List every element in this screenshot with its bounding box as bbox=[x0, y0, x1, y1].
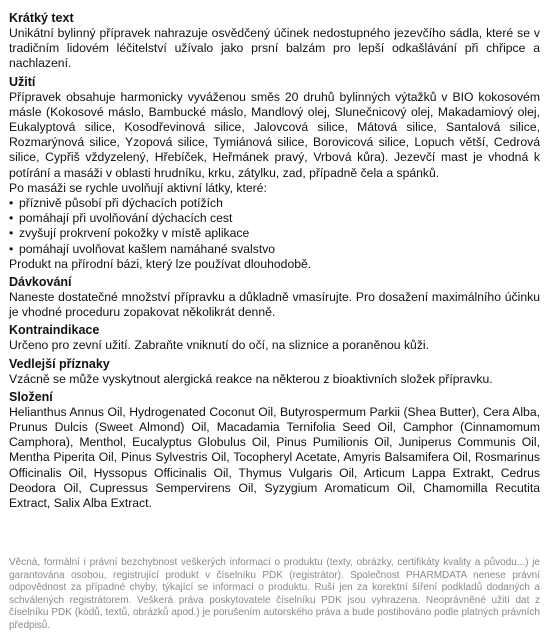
usage-paragraph: Přípravek obsahuje harmonicky vyváženou směs 20 druhů bylinných výtažků v BIO kokosovém másle (Kokosové máslo, Bambucké máslo, Mandlový olej, Slunečnicový olej, Makadamiový olej, Eukalyptová silice, Kosodřevinová silice, Jalovcová silice, Mátová silice, Santalová silice, Rozmarýnová silice, Yzopová silice, Tymiánová silice, Borovicová silice, Lopuch větší, Cedrová silice, Cypřiš vždyzelený, Hřebíček, Heřmánek pravý, Vrbová kůra). Jezevčí mast je vhodná k potírání a masáži v oblasti hrudníku, krku, zátylku, zad, případně čela a spánků. bbox=[9, 89, 540, 180]
list-item: • příznivě působí při dýchacích potížích bbox=[9, 196, 223, 211]
usage-closing-paragraph: Produkt na přírodní bázi, který lze používat dlouhodobě. bbox=[9, 256, 312, 271]
list-item: • zvyšují prokrvení pokožky v místě aplikace bbox=[9, 226, 250, 241]
short-text-paragraph: Unikátní bylinný přípravek nahrazuje osvědčený účinek nedostupného jezevčího sádla, které se v tradičním lidovém léčitelství užívalo jako prsní balzám pro lepší odkašlávání při chřipce a nachlazení. bbox=[9, 26, 540, 71]
list-item: • pomáhají uvolňovat kašlem namáhané svalstvo bbox=[9, 241, 276, 256]
section-heading-short-text: Krátký text bbox=[9, 11, 74, 25]
section-heading-usage: Užití bbox=[9, 74, 36, 89]
section-heading-side-effects: Vedlejší příznaky bbox=[9, 356, 110, 371]
contraindications-paragraph: Určeno pro zevní užití. Zabraňte vniknutí do očí, na sliznice a poraněnou kůži. bbox=[9, 338, 430, 353]
legal-disclaimer: Věcná, formální i právní bezchybnost veškerých informací o produktu (texty, obrázky, certifikáty kvality a původu...) je garantována osobou, registrující produkt v číselníku PDK (registrátor). Společnost PHARMDATA nenese právní odpovědnost za případné chyby, týkající se informací o produktu. Ruší jen za korektní šíření podkladů dodaných a schválených registrátorem. Veškerá práva poskytovatele číselníku PDK jsou vyhrazena. Neoprávněné užití dat z číselníku PDK (kódů, textů, obrázků apod.) je porušením autorského práva a bude postihováno podle platných právních předpisů. bbox=[9, 557, 540, 631]
usage-intro-paragraph: Po masáži se rychle uvolňují aktivní látky, které: bbox=[9, 180, 267, 195]
product-document bbox=[9, 11, 540, 511]
section-heading-composition: Složení bbox=[9, 389, 53, 404]
dosage-paragraph: Naneste dostatečné množství přípravku a důkladně vmasírujte. Pro dosažení maximálního účinku je vhodné proceduru zopakovat několikrát denně. bbox=[9, 290, 540, 320]
composition-paragraph: Helianthus Annus Oil, Hydrogenated Coconut Oil, Butyrospermum Parkii (Shea Butter), Cera Alba, Prunus Dulcis (Sweet Almond) Oil, Macadamia Ternifolia Seed Oil, Camphor (Cinnamomum Camphora), Menthol, Eucalyptus Globulus Oil, Pinus Pumilionis Oil, Juniperus Communis Oil, Mentha Piperita Oil, Pinus Sylvestris Oil, Tocopheryl Acetate, Amyris Balsamifera Oil, Rosmarinus Officinalis Oil, Hyssopus Officinalis Oil, Thymus Vulgaris Oil, Articum Lappa Extrakt, Cedrus Deodora Oil, Cupressus Sempervirens Oil, Syzygium Aromaticum Oil, Chamomilla Recutita Extract, Salix Alba Extract. bbox=[9, 404, 540, 511]
bullet-icon: • bbox=[9, 241, 14, 256]
bullet-icon: • bbox=[9, 211, 14, 226]
list-item: • pomáhají při uvolňování dýchacích cest bbox=[9, 211, 233, 226]
section-heading-dosage: Dávkování bbox=[9, 275, 72, 290]
side-effects-paragraph: Vzácně se může vyskytnout alergická reakce na některou z bioaktivních složek přípravku. bbox=[9, 371, 493, 386]
usage-bullet-list bbox=[9, 196, 540, 257]
bullet-icon: • bbox=[9, 226, 14, 241]
bullet-icon: • bbox=[9, 196, 14, 211]
section-heading-contraindications: Kontraindikace bbox=[9, 323, 100, 338]
